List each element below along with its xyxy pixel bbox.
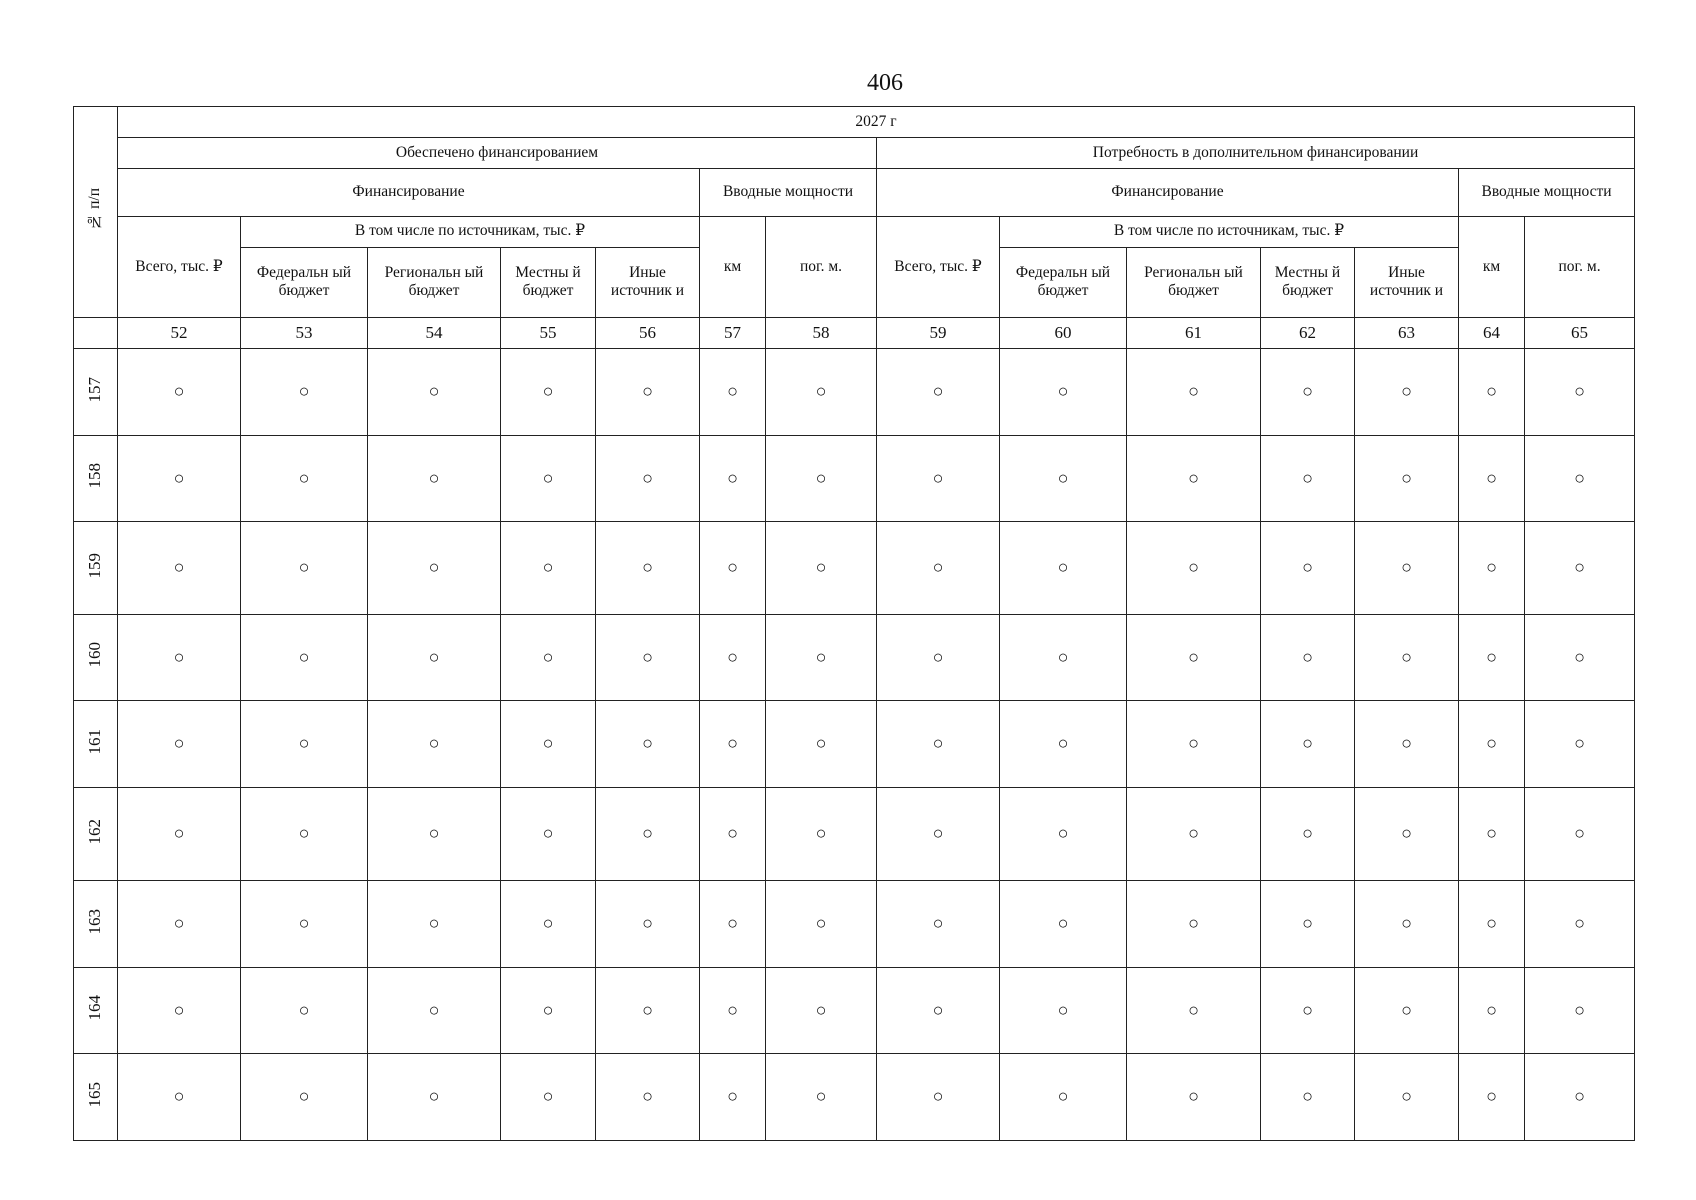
table-row [74, 522, 1635, 615]
table-cell: ○ [368, 1054, 501, 1141]
table-cell: ○ [1459, 787, 1525, 881]
table-cell: ○ [596, 881, 700, 968]
table-cell: ○ [1261, 614, 1355, 701]
total-header-secured: Всего, тыс. ₽ [118, 216, 241, 318]
row-number: 160 [74, 614, 118, 701]
page-number: 406 [867, 70, 903, 96]
table-cell: ○ [700, 1054, 766, 1141]
table-cell: ○ [596, 1054, 700, 1141]
table-cell: ○ [1261, 435, 1355, 522]
column-number: 65 [1525, 318, 1635, 349]
table-row [74, 701, 1635, 788]
table-cell: ○ [700, 522, 766, 615]
column-number: 61 [1127, 318, 1261, 349]
column-number: 52 [118, 318, 241, 349]
table-cell: ○ [241, 701, 368, 788]
table-cell: ○ [118, 1054, 241, 1141]
column-number: 56 [596, 318, 700, 349]
pog-m-header-needed: пог. м. [1525, 216, 1635, 318]
table-cell: ○ [1127, 435, 1261, 522]
table-cell: ○ [241, 522, 368, 615]
table-cell: ○ [1355, 522, 1459, 615]
table-cell: ○ [118, 435, 241, 522]
table-cell: ○ [1261, 881, 1355, 968]
table-cell: ○ [877, 522, 1000, 615]
table-cell: ○ [368, 787, 501, 881]
table-cell: ○ [241, 349, 368, 436]
federal-header-secured: Федеральн ый бюджет [241, 247, 368, 317]
km-header-needed: км [1459, 216, 1525, 318]
row-number: 161 [74, 701, 118, 788]
table-cell: ○ [596, 967, 700, 1054]
table-cell: ○ [1000, 435, 1127, 522]
table-cell: ○ [1355, 435, 1459, 522]
column-number-row [74, 318, 1635, 349]
table-cell: ○ [118, 881, 241, 968]
table-cell: ○ [1459, 614, 1525, 701]
table-cell: ○ [501, 349, 596, 436]
table-cell: ○ [877, 701, 1000, 788]
table-cell: ○ [1459, 967, 1525, 1054]
table-row [74, 967, 1635, 1054]
table-cell: ○ [501, 967, 596, 1054]
table-cell: ○ [501, 701, 596, 788]
table-cell: ○ [596, 522, 700, 615]
column-number: 64 [1459, 318, 1525, 349]
table-cell: ○ [877, 967, 1000, 1054]
column-number: 60 [1000, 318, 1127, 349]
column-number: 55 [501, 318, 596, 349]
table-cell: ○ [501, 881, 596, 968]
row-number: 165 [74, 1054, 118, 1141]
table-cell: ○ [596, 701, 700, 788]
row-number-header: № п/п [74, 107, 118, 318]
row-number: 158 [74, 435, 118, 522]
table-cell: ○ [1355, 701, 1459, 788]
table-cell: ○ [501, 1054, 596, 1141]
table-cell: ○ [1000, 881, 1127, 968]
table-cell: ○ [766, 787, 877, 881]
table-cell: ○ [700, 701, 766, 788]
table-cell: ○ [766, 349, 877, 436]
column-number: 63 [1355, 318, 1459, 349]
table-cell: ○ [501, 435, 596, 522]
table-cell: ○ [1355, 614, 1459, 701]
table-cell: ○ [596, 614, 700, 701]
table-cell: ○ [1127, 522, 1261, 615]
table-cell: ○ [596, 787, 700, 881]
table-cell: ○ [877, 881, 1000, 968]
table-cell: ○ [700, 881, 766, 968]
table-cell: ○ [118, 522, 241, 615]
other-header-secured: Иные источник и [596, 247, 700, 317]
row-number: 164 [74, 967, 118, 1054]
table-cell: ○ [1525, 435, 1635, 522]
column-number: 54 [368, 318, 501, 349]
local-header-secured: Местны й бюджет [501, 247, 596, 317]
table-cell: ○ [1000, 967, 1127, 1054]
table-row [74, 435, 1635, 522]
table-cell: ○ [877, 349, 1000, 436]
table-cell: ○ [1525, 614, 1635, 701]
table-cell: ○ [118, 614, 241, 701]
column-number: 53 [241, 318, 368, 349]
table-cell: ○ [1127, 967, 1261, 1054]
table-cell: ○ [700, 349, 766, 436]
table-cell: ○ [1127, 614, 1261, 701]
table-cell: ○ [700, 614, 766, 701]
table-cell: ○ [877, 435, 1000, 522]
table-cell: ○ [118, 787, 241, 881]
capacity-header-needed: Вводные мощности [1459, 169, 1635, 216]
capacity-header-secured: Вводные мощности [700, 169, 877, 216]
table-cell: ○ [1355, 349, 1459, 436]
table-cell: ○ [1261, 787, 1355, 881]
table-row [74, 614, 1635, 701]
table-cell: ○ [1000, 614, 1127, 701]
table-cell: ○ [1525, 522, 1635, 615]
table-cell: ○ [241, 881, 368, 968]
table-cell: ○ [118, 967, 241, 1054]
km-header-secured: км [700, 216, 766, 318]
table-cell: ○ [1459, 701, 1525, 788]
local-header-needed: Местны й бюджет [1261, 247, 1355, 317]
table-cell: ○ [368, 435, 501, 522]
table-cell: ○ [1000, 701, 1127, 788]
table-cell: ○ [118, 349, 241, 436]
financing-table [73, 106, 1635, 1141]
table-cell: ○ [368, 614, 501, 701]
table-cell: ○ [501, 787, 596, 881]
table-cell: ○ [877, 1054, 1000, 1141]
federal-header-needed: Федеральн ый бюджет [1000, 247, 1127, 317]
table-cell: ○ [1525, 967, 1635, 1054]
table-cell: ○ [1355, 1054, 1459, 1141]
secured-header: Обеспечено финансированием [118, 138, 877, 169]
year-header: 2027 г [118, 107, 1635, 138]
table-cell: ○ [1459, 435, 1525, 522]
table-cell: ○ [241, 614, 368, 701]
row-number: 162 [74, 787, 118, 881]
needed-header: Потребность в дополнительном финансировании [877, 138, 1635, 169]
table-cell: ○ [501, 614, 596, 701]
table-cell: ○ [877, 614, 1000, 701]
table-row [74, 349, 1635, 436]
table-row [74, 1054, 1635, 1141]
table-cell: ○ [1261, 349, 1355, 436]
table-cell: ○ [877, 787, 1000, 881]
table-cell: ○ [1127, 787, 1261, 881]
table-cell: ○ [1355, 881, 1459, 968]
total-header-needed: Всего, тыс. ₽ [877, 216, 1000, 318]
table-cell: ○ [1459, 349, 1525, 436]
row-number: 163 [74, 881, 118, 968]
table-cell: ○ [766, 522, 877, 615]
table-cell: ○ [1355, 967, 1459, 1054]
table-cell: ○ [1127, 881, 1261, 968]
sources-header-needed: В том числе по источникам, тыс. ₽ [1000, 216, 1459, 247]
table-cell: ○ [368, 522, 501, 615]
table-cell: ○ [1127, 349, 1261, 436]
column-number: 62 [1261, 318, 1355, 349]
table-cell: ○ [766, 435, 877, 522]
table-cell: ○ [1525, 349, 1635, 436]
table-cell: ○ [368, 881, 501, 968]
row-number: 159 [74, 522, 118, 615]
column-number: 59 [877, 318, 1000, 349]
table-cell: ○ [368, 701, 501, 788]
table-cell: ○ [1000, 349, 1127, 436]
column-number: 58 [766, 318, 877, 349]
sources-header-secured: В том числе по источникам, тыс. ₽ [241, 216, 700, 247]
table-cell: ○ [766, 1054, 877, 1141]
table-cell: ○ [1525, 1054, 1635, 1141]
row-number: 157 [74, 349, 118, 436]
table-cell: ○ [1261, 701, 1355, 788]
table-cell: ○ [700, 435, 766, 522]
table-cell: ○ [1127, 701, 1261, 788]
table-cell: ○ [368, 349, 501, 436]
financing-header-needed: Финансирование [877, 169, 1459, 216]
table-row [74, 881, 1635, 968]
table-cell: ○ [1261, 522, 1355, 615]
table-cell: ○ [766, 701, 877, 788]
table-cell: ○ [700, 967, 766, 1054]
table-cell: ○ [1000, 1054, 1127, 1141]
table-cell: ○ [1000, 787, 1127, 881]
table-cell: ○ [1261, 967, 1355, 1054]
table-row [74, 787, 1635, 881]
table-cell: ○ [241, 967, 368, 1054]
table-cell: ○ [596, 349, 700, 436]
pog-m-header-secured: пог. м. [766, 216, 877, 318]
table-cell: ○ [596, 435, 700, 522]
table-cell: ○ [1127, 1054, 1261, 1141]
table-cell: ○ [1525, 787, 1635, 881]
table-cell: ○ [1000, 522, 1127, 615]
table-cell: ○ [766, 881, 877, 968]
other-header-needed: Иные источник и [1355, 247, 1459, 317]
table-cell: ○ [700, 787, 766, 881]
table-cell: ○ [1525, 881, 1635, 968]
table-cell: ○ [241, 435, 368, 522]
table-cell: ○ [241, 1054, 368, 1141]
column-number: 57 [700, 318, 766, 349]
table-cell: ○ [766, 614, 877, 701]
table-cell: ○ [118, 701, 241, 788]
column-number-empty [74, 318, 118, 349]
financing-header-secured: Финансирование [118, 169, 700, 216]
regional-header-secured: Региональн ый бюджет [368, 247, 501, 317]
table-cell: ○ [1459, 1054, 1525, 1141]
table-cell: ○ [766, 967, 877, 1054]
table-cell: ○ [368, 967, 501, 1054]
table-cell: ○ [1261, 1054, 1355, 1141]
table-cell: ○ [1525, 701, 1635, 788]
table-cell: ○ [1355, 787, 1459, 881]
regional-header-needed: Региональн ый бюджет [1127, 247, 1261, 317]
table-cell: ○ [1459, 522, 1525, 615]
table-cell: ○ [241, 787, 368, 881]
table-cell: ○ [1459, 881, 1525, 968]
table-cell: ○ [501, 522, 596, 615]
